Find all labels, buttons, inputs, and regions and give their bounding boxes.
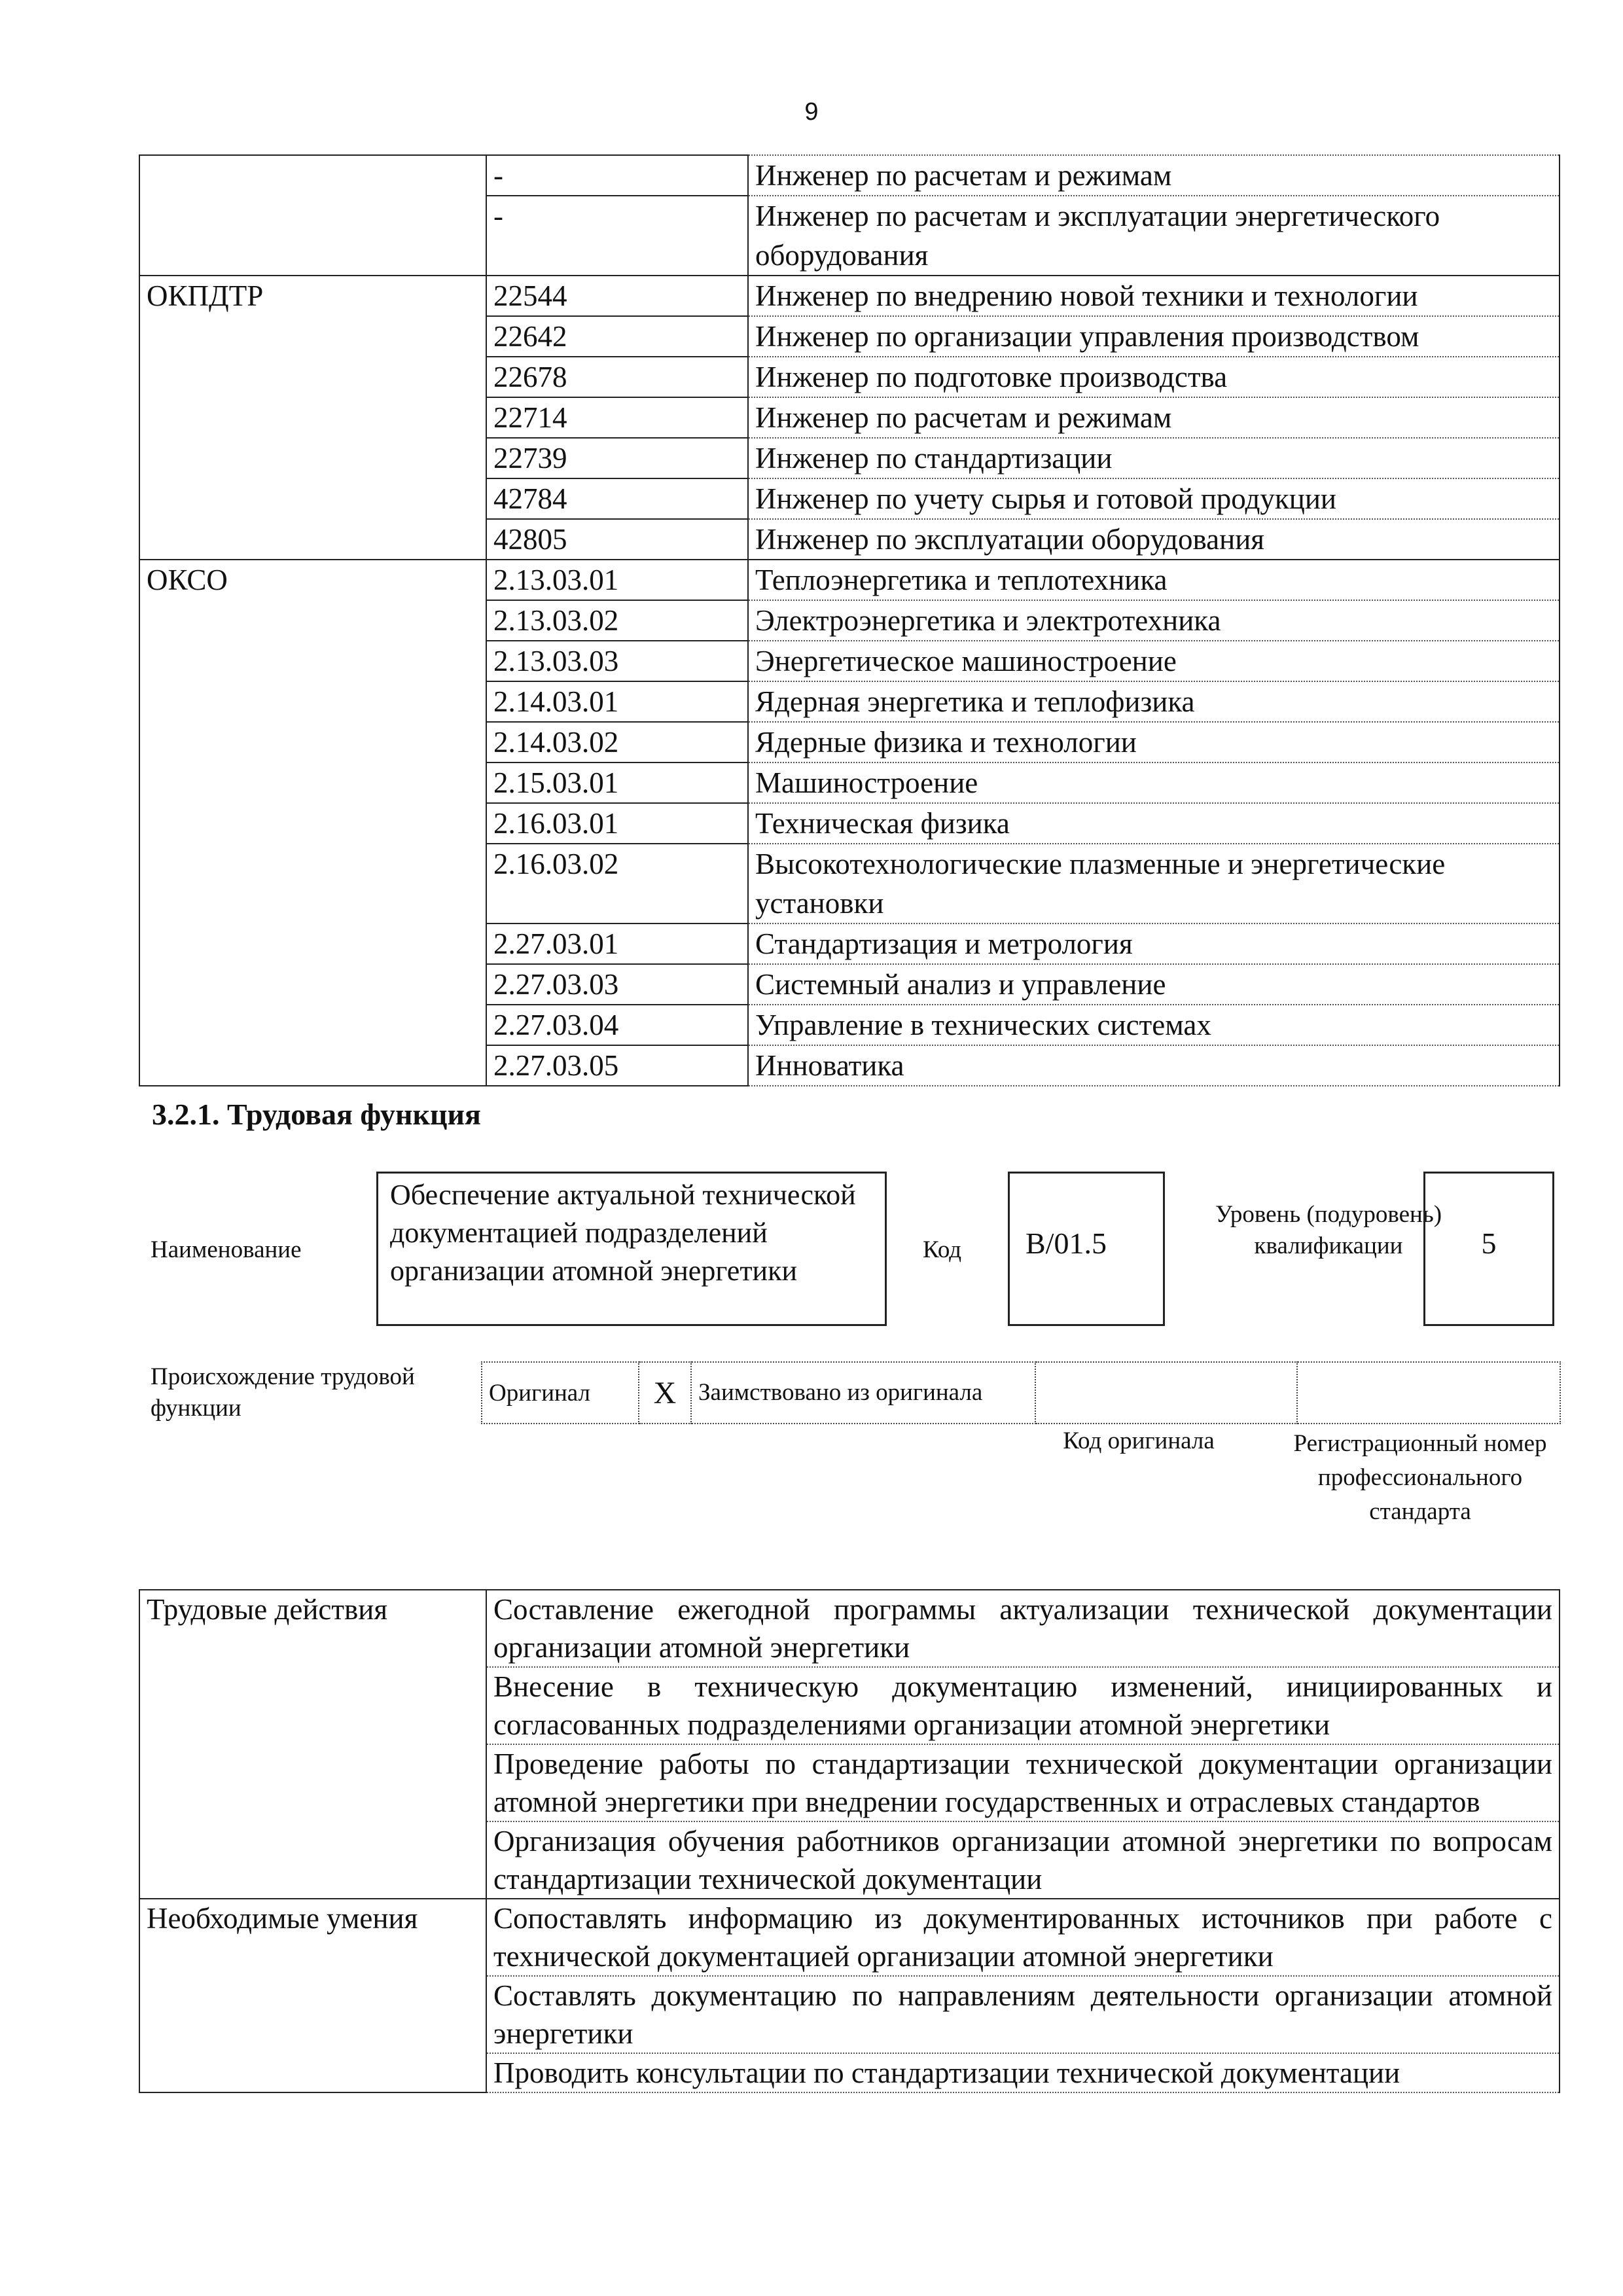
reg-number-caption: Регистрационный номер профессионального стандарта xyxy=(1293,1430,1547,1525)
skill-item: Проводить консультации по стандартизации технической документации xyxy=(486,2053,1560,2092)
classification-name: Инженер по учету сырья и готовой продукции xyxy=(748,478,1560,519)
classification-name: Инженер по подготовке производства xyxy=(748,357,1560,397)
origin-original-label: Оригинал xyxy=(482,1362,639,1424)
classification-name: Управление в технических системах xyxy=(748,1005,1560,1045)
classification-code: - xyxy=(486,155,748,196)
function-name-value: Обеспечение актуальной технической документацией подразделений организации атомной энергетики xyxy=(376,1172,887,1326)
classification-name: Техническая физика xyxy=(748,803,1560,844)
page-number: 9 xyxy=(804,98,819,126)
classification-code: 2.16.03.02 xyxy=(486,844,748,924)
skill-item: Сопоставлять информацию из документированных источников при работе с технической документацией организации атомной энергетики xyxy=(486,1899,1560,1976)
classification-name: Машиностроение xyxy=(748,762,1560,803)
category-labor-actions: Трудовые действия xyxy=(139,1590,486,1899)
origin-mark: X xyxy=(639,1362,691,1424)
section-title: 3.2.1. Трудовая функция xyxy=(152,1098,481,1131)
classification-name: Инноватика xyxy=(748,1045,1560,1086)
classification-code: 22642 xyxy=(486,316,748,357)
classification-code: 22544 xyxy=(486,276,748,316)
classification-group-okso: ОКСО xyxy=(139,560,486,1086)
classification-code: 2.14.03.01 xyxy=(486,681,748,722)
classification-group-okpdtr: ОКПДТР xyxy=(139,276,486,560)
action-item: Проведение работы по стандартизации технической документации организации атомной энергетики при внедрении государственных и отраслевых стандартов xyxy=(486,1744,1560,1821)
classification-name: Инженер по эксплуатации оборудования xyxy=(748,519,1560,560)
action-item: Внесение в техническую документацию изменений, инициированных и согласованных подразделениями организации атомной энергетики xyxy=(486,1667,1560,1744)
origin-table xyxy=(481,1361,1561,1424)
classification-table xyxy=(139,154,1560,1086)
classification-name: Инженер по внедрению новой техники и технологии xyxy=(748,276,1560,316)
classification-code: 42784 xyxy=(486,478,748,519)
classification-code: 22678 xyxy=(486,357,748,397)
classification-code: 42805 xyxy=(486,519,748,560)
classification-name: Инженер по расчетам и режимам xyxy=(748,155,1560,196)
action-item: Составление ежегодной программы актуализации технической документации организации атомной энергетики xyxy=(486,1590,1560,1667)
classification-code: 2.13.03.03 xyxy=(486,641,748,681)
classification-name: Теплоэнергетика и теплотехника xyxy=(748,560,1560,600)
origin-label: Происхождение трудовой функции xyxy=(151,1363,415,1422)
code-label: Код xyxy=(923,1236,962,1263)
classification-name: Инженер по расчетам и режимам xyxy=(748,397,1560,438)
classification-name: Ядерная энергетика и теплофизика xyxy=(748,681,1560,722)
classification-code: 2.13.03.01 xyxy=(486,560,748,600)
qualification-level-value: 5 xyxy=(1423,1172,1554,1326)
classification-code: 2.14.03.02 xyxy=(486,722,748,762)
actions-table xyxy=(139,1589,1560,2093)
classification-code: 22739 xyxy=(486,438,748,478)
classification-code: 2.27.03.03 xyxy=(486,964,748,1005)
classification-name: Электроэнергетика и электротехника xyxy=(748,600,1560,641)
classification-name: Системный анализ и управление xyxy=(748,964,1560,1005)
classification-name: Стандартизация и метрология xyxy=(748,924,1560,964)
classification-code: 22714 xyxy=(486,397,748,438)
category-required-skills: Необходимые умения xyxy=(139,1899,486,2092)
skill-item: Составлять документацию по направлениям деятельности организации атомной энергетики xyxy=(486,1976,1560,2053)
function-code-value: B/01.5 xyxy=(1008,1172,1165,1326)
classification-name: Инженер по стандартизации xyxy=(748,438,1560,478)
classification-name: Инженер по расчетам и эксплуатации энергетического оборудования xyxy=(748,196,1560,276)
origin-code-cell xyxy=(1035,1362,1297,1424)
classification-name: Инженер по организации управления производством xyxy=(748,316,1560,357)
classification-code: 2.15.03.01 xyxy=(486,762,748,803)
classification-code: 2.16.03.01 xyxy=(486,803,748,844)
name-label: Наименование xyxy=(151,1236,302,1263)
classification-name: Ядерные физика и технологии xyxy=(748,722,1560,762)
code-original-caption: Код оригинала xyxy=(1063,1427,1215,1454)
classification-code: 2.27.03.01 xyxy=(486,924,748,964)
classification-code: 2.13.03.02 xyxy=(486,600,748,641)
classification-name: Энергетическое машиностроение xyxy=(748,641,1560,681)
classification-code: 2.27.03.04 xyxy=(486,1005,748,1045)
classification-code: - xyxy=(486,196,748,276)
origin-borrowed-label: Заимствовано из оригинала xyxy=(691,1362,1035,1424)
origin-reg-number-cell xyxy=(1297,1362,1560,1424)
qualification-level-label: Уровень (подуровень) квалификации xyxy=(1215,1201,1442,1259)
action-item: Организация обучения работников организации атомной энергетики по вопросам стандартизации технической документации xyxy=(486,1821,1560,1899)
classification-name: Высокотехнологические плазменные и энергетические установки xyxy=(748,844,1560,924)
classification-code: 2.27.03.05 xyxy=(486,1045,748,1086)
classification-group-cell xyxy=(139,155,486,276)
